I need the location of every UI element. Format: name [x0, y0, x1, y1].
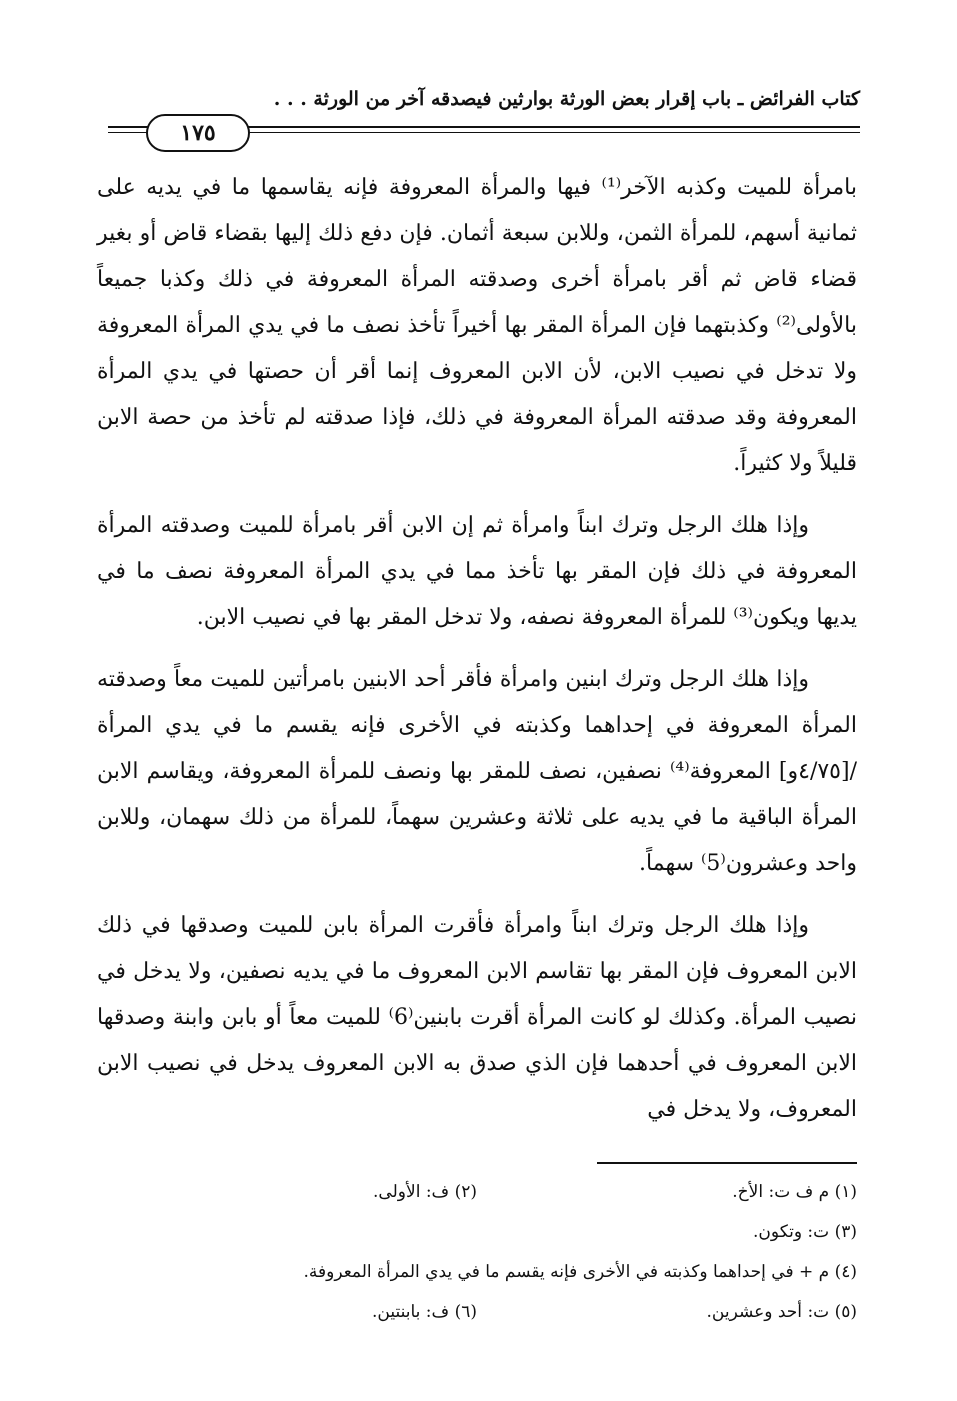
- main-text: [97, 165, 857, 1149]
- paragraph: وإذا هلك الرجل وترك ابنين وامرأة فأقر أحد الابنين بامرأتين للميت معاً وصدقته المرأة المعروفة في إحداهما وكذبته في الأخرى فإنه يقسم ما في يدي المرأة /[٤/٧٥و] المعروفة⁽⁴⁾ نصفين، نصف للمقر بها ونصف للمرأة المعروفة، ويقاسم الابن المرأة الباقية ما في يديه على ثلاثة وعشرين سهماً، للمرأة من ذلك سهمان، وللابن واحد وعشرون⁽5⁾ سهماً.: [97, 667, 857, 876]
- footnote-separator: [597, 1162, 857, 1164]
- footnotes: [97, 1172, 857, 1332]
- footnote-row: [97, 1212, 857, 1252]
- footnote-4: (٤) م + في إحداهما وكذبته في الأخرى فإنه يقسم ما في يدي المرأة المعروفة.: [303, 1262, 857, 1282]
- running-header: [108, 88, 860, 148]
- footnote-row: [97, 1292, 857, 1332]
- footnote-row: [97, 1252, 857, 1292]
- paragraph: وإذا هلك الرجل وترك ابناً وامرأة ثم إن الابن أقر بامرأة للميت وصدقته المرأة المعروفة في ذلك فإن المقر بها تأخذ مما في يدي المرأة المعروفة نصف ما في يديها ويكون⁽³⁾ للمرأة المعروفة نصفه، ولا تدخل المقر بها في نصيب الابن.: [97, 513, 857, 630]
- footnote-3: (٣) ت: وتكون.: [753, 1222, 857, 1242]
- paragraph: وإذا هلك الرجل وترك ابناً وامرأة فأقرت المرأة بابن للميت وصدقها في ذلك الابن المعروف فإن المقر بها تقاسم الابن المعروف ما في يديه نصفين، ولا يدخل في نصيب المرأة. وكذلك لو كانت المرأة أقرت بابنين⁽6⁾ للميت معاً أو بابن وابنة وصدقها الابن المعروف في أحدهما فإن الذي صدق به الابن المعروف يدخل في نصيب الابن المعروف، ولا يدخل في: [97, 913, 857, 1122]
- footnote-row: [97, 1172, 857, 1212]
- footnote-2: (٢) ف: الأولى.: [373, 1182, 477, 1202]
- paragraph: بامرأة للميت وكذبه الآخر⁽¹⁾ فيها والمرأة المعروفة فإنه يقاسمها ما في يديه على ثمانية أسهم، للمرأة الثمن، وللابن سبعة أثمان. فإن دفع ذلك إليها بقضاء قاض أو بغير قضاء قاض ثم أقر بامرأة أخرى وصدقته المرأة المعروفة في ذلك وكذبا جميعاً بالأولى⁽²⁾ وكذبتهما فإن المرأة المقر بها أخيراً تأخذ نصف ما في يدي المرأة المعروفة ولا تدخل في نصيب الابن، لأن الابن المعروف إنما أقر أن حصتها في يدي المرأة المعروفة وقد صدقته المرأة المعروفة في ذلك، فإذا صدقته لم تأخذ من حصة الابن قليلاً ولا كثيراً.: [97, 175, 857, 476]
- header-title: كتاب الفرائض ـ باب إقرار بعض الورثة بوارثين فيصدقه آخر من الورثة . . .: [273, 88, 860, 110]
- page-number: ١٧٥: [146, 114, 250, 152]
- footnote-5: (٥) ت: أحد وعشرين.: [706, 1302, 857, 1322]
- footnote-6: (٦) ف: بابنتين.: [372, 1302, 477, 1322]
- footnote-1: (١) م ف ت: الأخ.: [732, 1182, 857, 1202]
